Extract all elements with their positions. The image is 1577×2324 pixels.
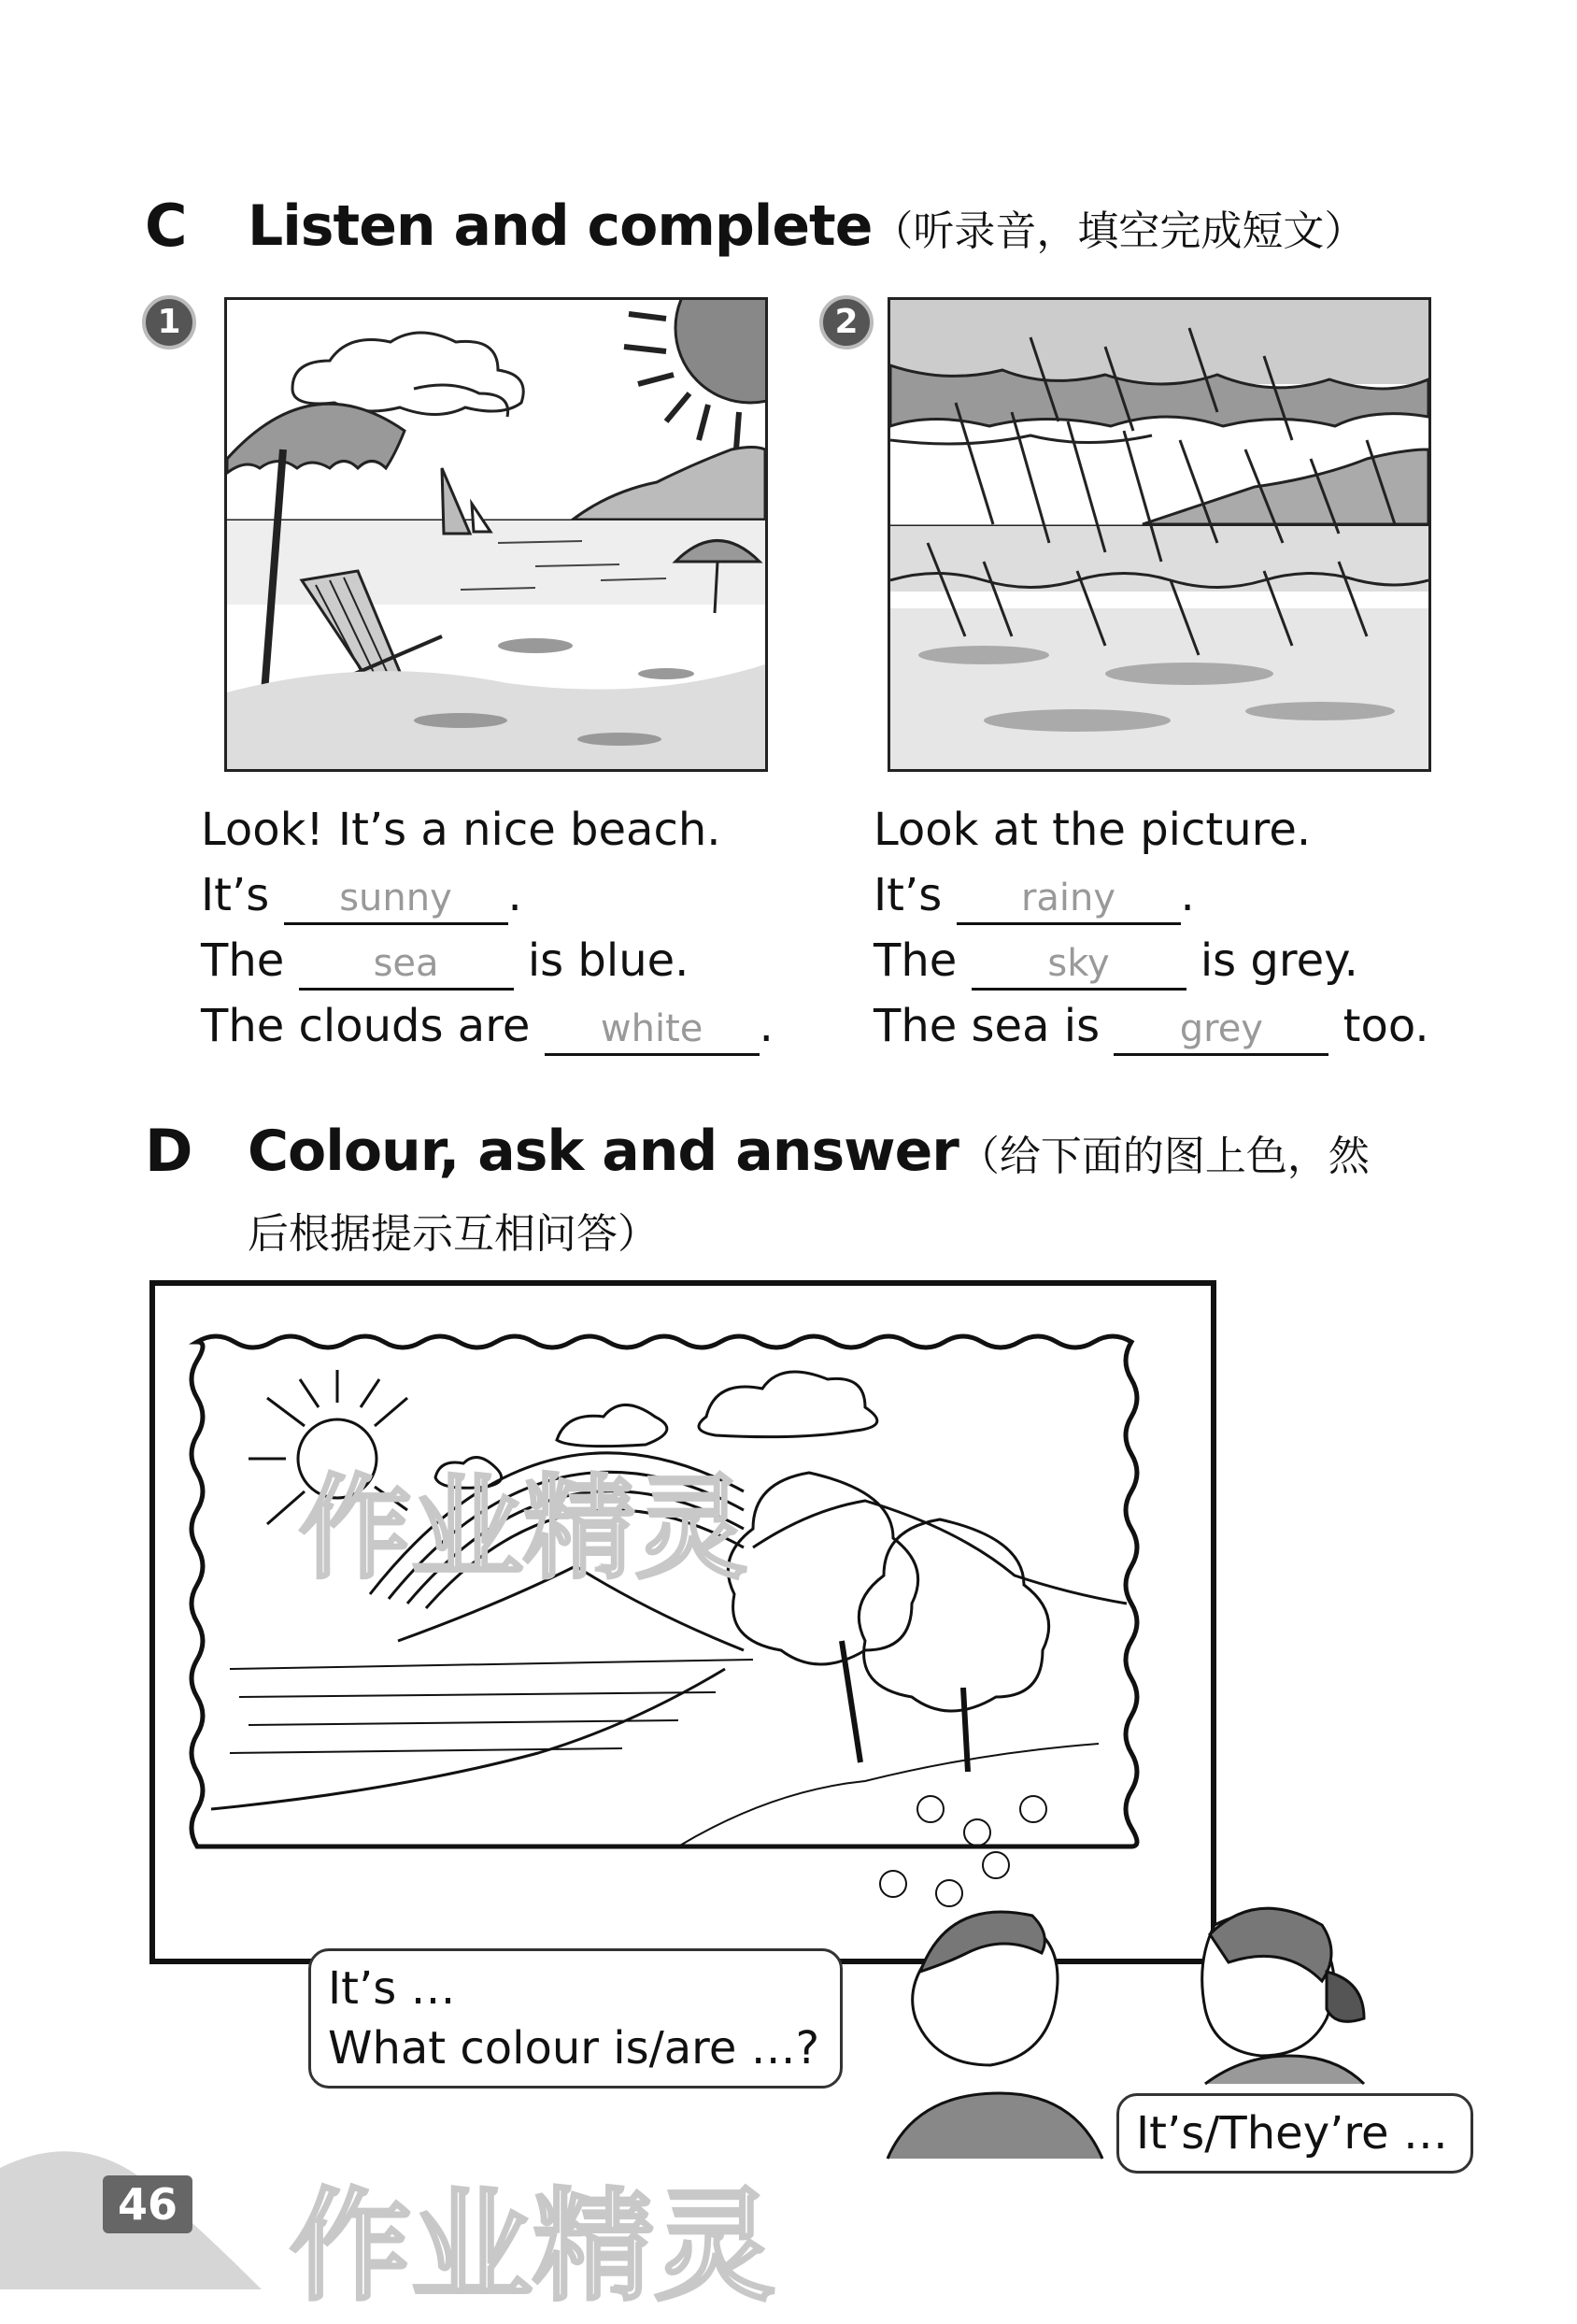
picture-2-number: 2 bbox=[819, 295, 874, 349]
section-c-letter: C bbox=[145, 192, 188, 260]
section-d-title bbox=[248, 1119, 1370, 1184]
picture-1-number: 1 bbox=[142, 295, 196, 349]
text1-line2 bbox=[201, 869, 522, 925]
answer-blank-white[interactable]: white bbox=[545, 1005, 760, 1056]
sunny-beach-illustration bbox=[227, 300, 765, 769]
rainy-sea-illustration bbox=[890, 300, 1428, 769]
text2-line3 bbox=[874, 934, 1358, 991]
girl-bubble-text: It’s/They’re … bbox=[1136, 2107, 1448, 2160]
mountain-icon bbox=[1143, 449, 1428, 524]
section-c-title-cn: （听录音，填空完成短文） bbox=[872, 207, 1366, 255]
section-d-title-line2 bbox=[248, 1196, 659, 1262]
section-d-title-cn-1: （给下面的图上色，然 bbox=[958, 1133, 1370, 1180]
rain-picture bbox=[888, 297, 1431, 772]
beach-picture bbox=[224, 297, 768, 772]
section-d-title-en: Colour, ask and answer bbox=[248, 1119, 959, 1184]
answer-blank-sky[interactable]: sky bbox=[972, 939, 1186, 991]
section-c-title bbox=[248, 193, 1365, 259]
boy-speech-bubble bbox=[308, 1948, 843, 2089]
text1-line1: Look! It’s a nice beach. bbox=[201, 804, 721, 856]
sun-icon bbox=[675, 300, 765, 403]
colouring-picture-frame bbox=[149, 1280, 1216, 1964]
answer-blank-sunny[interactable]: sunny bbox=[284, 874, 508, 925]
section-c-title-en: Listen and complete bbox=[248, 193, 873, 259]
text1-line4 bbox=[201, 1000, 774, 1056]
beach-umbrella-icon bbox=[227, 404, 405, 473]
watermark-center: 作业精灵 bbox=[299, 1464, 747, 1594]
watermark-bottom: 作业精灵 bbox=[290, 2175, 776, 2317]
text2-line4-post: too. bbox=[1343, 1000, 1429, 1052]
answer-blank-grey[interactable]: grey bbox=[1114, 1005, 1328, 1056]
text2-line2-post: . bbox=[1180, 869, 1195, 921]
answer-blank-rainy[interactable]: rainy bbox=[957, 874, 1181, 925]
text1-line2-pre: It’s bbox=[201, 869, 270, 921]
children-illustration bbox=[869, 1888, 1467, 2168]
section-d-letter: D bbox=[145, 1117, 193, 1185]
boy-bubble-line2: What colour is/are …? bbox=[328, 2022, 820, 2074]
section-d-title-cn-2: 后根据提示互相问答） bbox=[248, 1210, 659, 1258]
cloud-icon bbox=[292, 333, 523, 415]
answer-blank-sea[interactable]: sea bbox=[299, 939, 514, 991]
boy-bubble-line1: It’s … bbox=[328, 1962, 456, 2015]
text2-line3-post: is grey. bbox=[1200, 934, 1358, 987]
mountain-icon bbox=[573, 448, 765, 520]
text2-line4 bbox=[874, 1000, 1429, 1056]
text1-line4-post: . bbox=[759, 1000, 774, 1052]
text2-line2 bbox=[874, 869, 1195, 925]
text2-line1: Look at the picture. bbox=[874, 804, 1312, 856]
page-number: 46 bbox=[103, 2175, 192, 2233]
text2-line3-pre: The bbox=[874, 934, 958, 987]
text2-line4-pre: The sea is bbox=[874, 1000, 1101, 1052]
text2-line2-pre: It’s bbox=[874, 869, 943, 921]
text1-line2-post: . bbox=[507, 869, 522, 921]
colouring-landscape-illustration[interactable] bbox=[155, 1286, 1211, 1959]
sailboat-icon bbox=[442, 468, 470, 534]
text1-line3 bbox=[201, 934, 689, 991]
text1-line4-pre: The clouds are bbox=[201, 1000, 531, 1052]
text1-line3-post: is blue. bbox=[527, 934, 689, 987]
text1-line3-pre: The bbox=[201, 934, 285, 987]
